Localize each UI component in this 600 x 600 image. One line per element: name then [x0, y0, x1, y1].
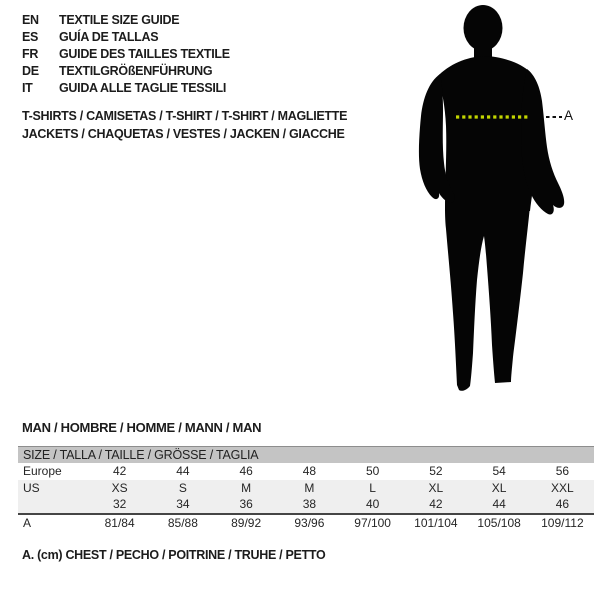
size-values-table: [18, 463, 594, 531]
language-code: ES: [22, 29, 39, 44]
size-cell: 50: [365, 464, 380, 478]
size-cell: 40: [341, 496, 404, 514]
language-title: GUÍA DE TALLAS: [59, 29, 159, 44]
language-row-es: [22, 28, 230, 45]
language-title: GUIDA ALLE TAGLIE TESSILI: [59, 81, 227, 96]
language-row-de: [22, 63, 230, 80]
gender-heading: MAN / HOMBRE / HOMME / MANN / MAN: [22, 420, 262, 435]
category-line-tshirts: T-SHIRTS / CAMISETAS / T-SHIRT / T-SHIRT / MAGLIETTE: [22, 109, 348, 123]
size-cell: 85/88: [151, 514, 214, 532]
size-cell: XL: [468, 480, 531, 497]
size-cell: 48: [302, 464, 317, 478]
size-cell: 105/108: [468, 514, 531, 532]
size-cell: XS: [88, 480, 151, 497]
language-code: IT: [22, 81, 33, 96]
size-cell: 36: [215, 496, 278, 514]
size-cell: L: [341, 480, 404, 497]
size-cell: 93/96: [278, 514, 341, 532]
size-cell: 32: [88, 496, 151, 514]
language-code: EN: [22, 12, 39, 27]
language-list: [22, 11, 230, 97]
size-cell: 54: [492, 464, 506, 478]
size-cell: XXL: [531, 480, 594, 497]
language-row-en: [22, 11, 230, 28]
size-table: [18, 446, 594, 531]
size-cell: 81/84: [88, 514, 151, 532]
language-row-fr: [22, 45, 230, 62]
measurement-a-label: A: [564, 108, 574, 123]
row-label: Europe: [23, 464, 62, 478]
size-cell: 101/104: [404, 514, 467, 532]
category-heading: [22, 108, 347, 143]
size-cell: 109/112: [531, 514, 594, 532]
size-cell: 34: [151, 496, 214, 514]
size-cell: 38: [278, 496, 341, 514]
language-code: FR: [22, 46, 39, 61]
size-cell: M: [215, 480, 278, 497]
table-row-us: [18, 480, 594, 497]
size-cell: 44: [176, 464, 190, 478]
language-row-it: [22, 80, 230, 97]
table-row-chest: [18, 514, 594, 532]
size-cell: 46: [239, 464, 253, 478]
category-line-jackets: JACKETS / CHAQUETAS / VESTES / JACKEN / GIACCHE: [22, 126, 345, 141]
silhouette-legs: [445, 206, 530, 391]
row-label: [18, 496, 88, 514]
row-label: US: [18, 480, 88, 497]
size-cell: M: [278, 480, 341, 497]
size-cell: 97/100: [341, 514, 404, 532]
table-row-europe: [18, 463, 594, 480]
size-cell: 46: [531, 496, 594, 514]
language-title: TEXTILGRÖßENFÜHRUNG: [59, 64, 213, 79]
row-label: A: [18, 514, 88, 532]
size-cell: 44: [468, 496, 531, 514]
size-cell: 52: [429, 464, 443, 478]
measurement-footnote: A. (cm) CHEST / PECHO / POITRINE / TRUHE / PETTO: [22, 548, 326, 562]
size-cell: S: [151, 480, 214, 497]
size-cell: 56: [555, 464, 570, 478]
size-cell: 42: [404, 496, 467, 514]
man-silhouette: [415, 5, 590, 395]
language-title: TEXTILE SIZE GUIDE: [59, 12, 180, 27]
table-row-alt-size: [18, 496, 594, 514]
size-table-title: SIZE / TALLA / TAILLE / GRÖSSE / TAGLIA: [18, 446, 594, 463]
size-cell: 89/92: [215, 514, 278, 532]
language-title: GUIDE DES TAILLES TEXTILE: [59, 46, 230, 61]
size-cell: 42: [112, 464, 127, 478]
size-cell: XL: [404, 480, 467, 497]
language-code: DE: [22, 64, 39, 79]
